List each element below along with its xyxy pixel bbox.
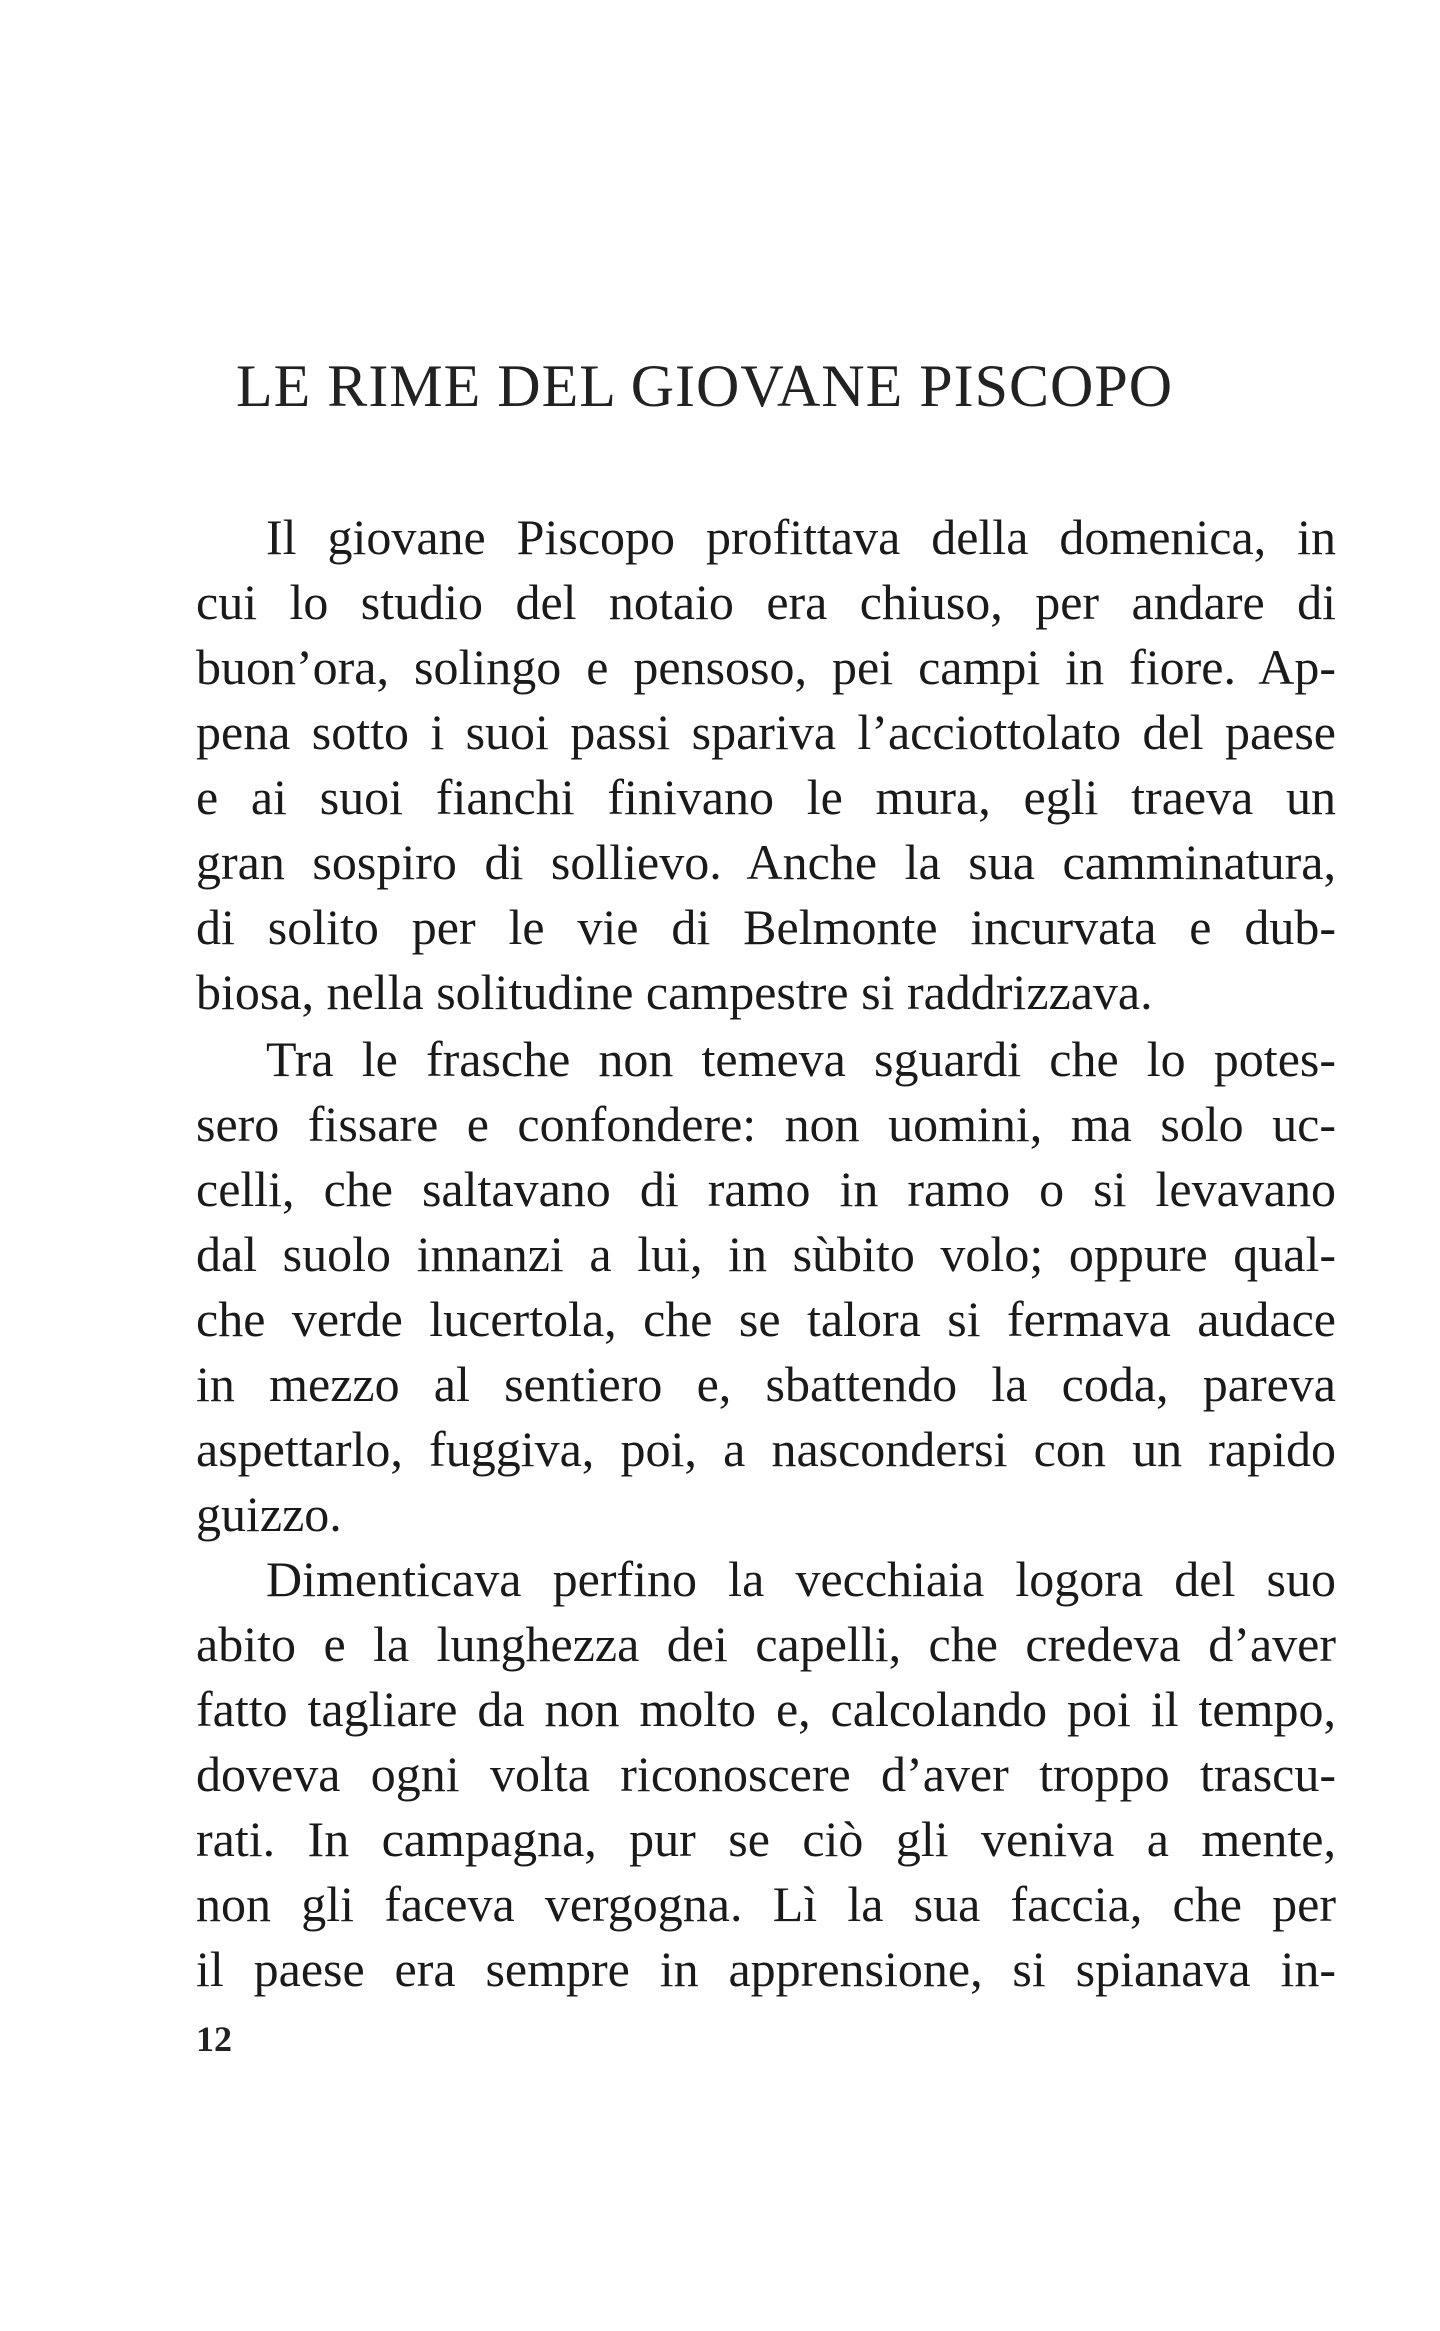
paragraph-3 [196, 1547, 1336, 2002]
text-line: gran sospiro di sollievo. Anche la sua camminatura, [196, 834, 1336, 890]
text-line: e ai suoi fianchi finivano le mura, egli traeva un [196, 769, 1336, 825]
text-line: Dimenticava perfino la vecchiaia logora del suo [266, 1551, 1336, 1607]
text-line: pena sotto i suoi passi spariva l’acciottolato del paese [196, 704, 1336, 760]
text-line: buon’ora, solingo e pensoso, pei campi in fiore. Ap- [196, 639, 1336, 695]
paragraph-1 [196, 505, 1336, 1025]
text-line: fatto tagliare da non molto e, calcolando poi il tempo, [196, 1681, 1336, 1737]
text-line: Il giovane Piscopo profittava della domenica, in [266, 509, 1336, 565]
text-line: doveva ogni volta riconoscere d’aver troppo trascu- [196, 1746, 1336, 1802]
text-line: non gli faceva vergogna. Lì la sua faccia, che per [196, 1876, 1336, 1932]
text-line: di solito per le vie di Belmonte incurvata e dub- [196, 899, 1336, 955]
text-line: sero fissare e confondere: non uomini, ma solo uc- [196, 1096, 1336, 1152]
text-line: aspettarlo, fuggiva, poi, a nascondersi con un rapido [196, 1421, 1336, 1477]
chapter-title: LE RIME DEL GIOVANE PISCOPO [236, 353, 1174, 419]
text-line: rati. In campagna, pur se ciò gli veniva a mente, [196, 1811, 1336, 1867]
text-line: cui lo studio del notaio era chiuso, per andare di [196, 574, 1336, 630]
text-line: guizzo. [196, 1486, 342, 1542]
page-number: 12 [196, 2019, 232, 2059]
text-line: celli, che saltavano di ramo in ramo o si levavano [196, 1161, 1336, 1217]
text-line: biosa, nella solitudine campestre si raddrizzava. [196, 964, 1153, 1020]
text-line: in mezzo al sentiero e, sbattendo la coda, pareva [196, 1356, 1336, 1412]
paragraph-2 [196, 1027, 1336, 1547]
text-line: dal suolo innanzi a lui, in sùbito volo; oppure qual- [196, 1226, 1336, 1282]
text-line: il paese era sempre in apprensione, si spianava in- [196, 1941, 1336, 1997]
text-line: abito e la lunghezza dei capelli, che credeva d’aver [196, 1616, 1336, 1672]
text-line: Tra le frasche non temeva sguardi che lo potes- [266, 1031, 1336, 1087]
text-line: che verde lucertola, che se talora si fermava audace [196, 1291, 1336, 1347]
